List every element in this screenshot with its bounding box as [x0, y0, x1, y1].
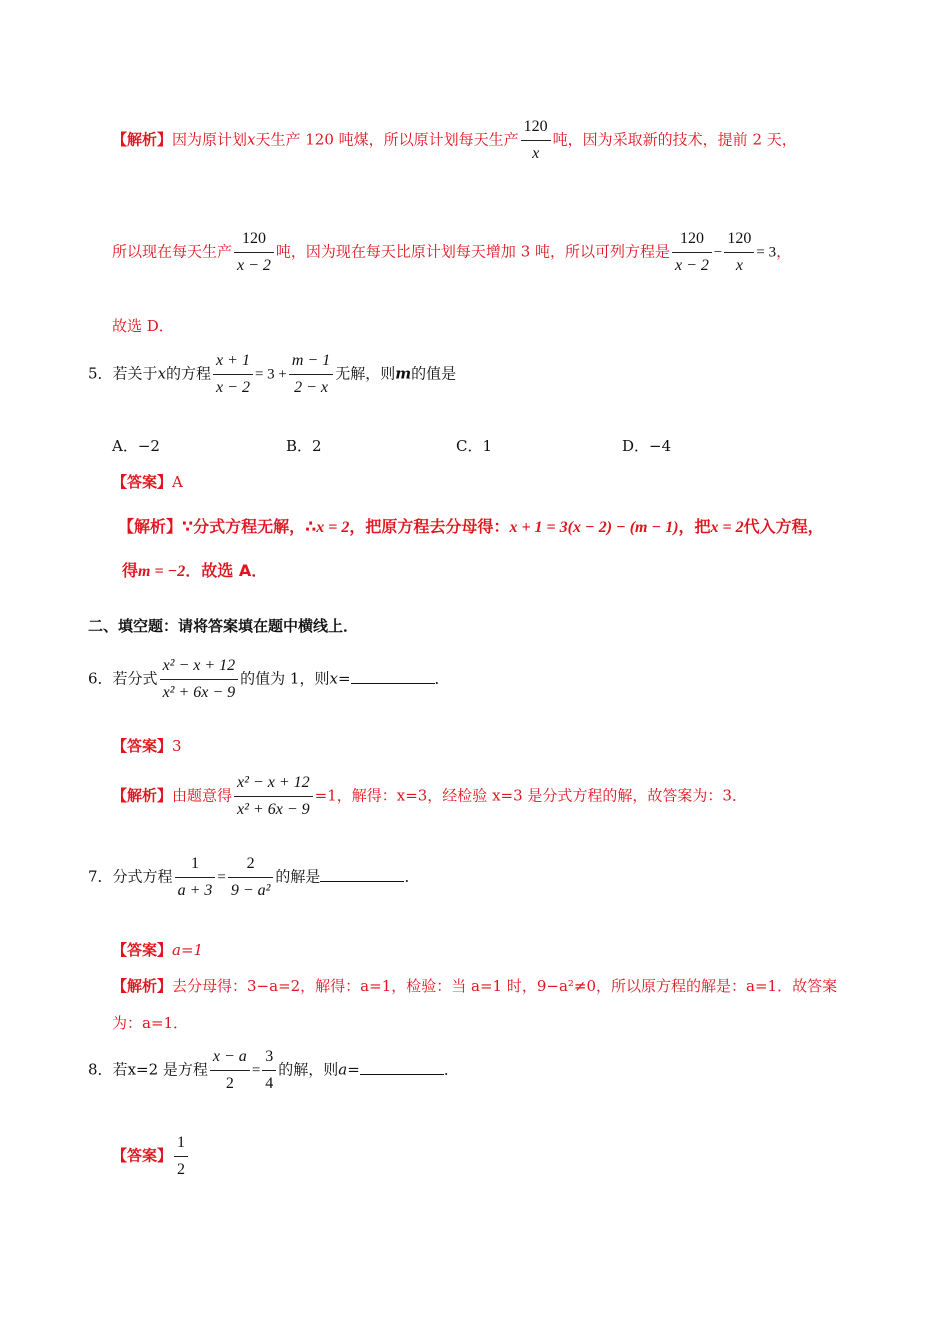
- q5-option-b[interactable]: B．2: [286, 437, 322, 455]
- q5-expl-line2: 得m = −2．故选 A．: [122, 561, 268, 580]
- fraction-q6-expl: $\frac{\text{x² − x + 12}}{\text{x² + 6x − 9}}$: [234, 772, 313, 821]
- fraction-2-over-9-a2: $\frac{2}{\text{9 − a²}}$: [228, 853, 274, 902]
- p4-expl-line3: 故选 D．: [112, 317, 174, 335]
- fraction-1-over-a+3: $\frac{1}{a + 3}$: [175, 853, 216, 902]
- fraction-x+1-over-x-2: $\frac{x + 1}{x - 2}$: [213, 350, 253, 399]
- equation-lhs-fraction: $\frac{120}{x - 2}$: [672, 228, 712, 277]
- question-8: 8．若x=2 是方程 $\frac{x - a}{2}$ = $\frac{3}{4}$ 的解，则a= ．: [88, 1046, 459, 1095]
- question-6: 6．若分式 $\frac{\text{x² − x + 12}}{\text{x² + 6x − 9}}$ 的值为 1，则x= ．: [88, 655, 450, 704]
- q5-option-c[interactable]: C．1: [456, 437, 493, 455]
- question-7: 7．分式方程 $\frac{1}{a + 3}$ = $\frac{2}{\text{9 − a²}}$ 的解是 ．: [88, 853, 419, 902]
- fraction-x-a-over-2: $\frac{x - a}{2}$: [210, 1046, 250, 1095]
- fraction-q6: $\frac{\text{x² − x + 12}}{\text{x² + 6x − 9}}$: [160, 655, 239, 704]
- fraction-120-over-x: $\frac{120}{x}$: [521, 116, 551, 165]
- fraction-1-over-2: $\frac{1}{2}$: [174, 1132, 188, 1181]
- p4-expl-line2: 所以现在每天生产 $\frac{120}{x - 2}$ 吨，因为现在每天比原计划每天增加 3 吨，所以可列方程是 $\frac{120}{x - 2}$ − $\frac{120}{x}$ = 3，: [112, 228, 791, 277]
- p4-expl-line1: 【解析】因为原计划x天生产 120 吨煤，所以原计划每天生产 $\frac{120}{x}$ 吨，因为采取新的技术，提前 2 天，: [112, 116, 797, 165]
- fraction-m-1-over-2-x: $\frac{m - 1}{2 - x}$: [289, 350, 333, 399]
- fraction-120-over-x-2: $\frac{120}{x - 2}$: [234, 228, 274, 277]
- section-2-title: 二、填空题：请将答案填在题中横线上．: [88, 617, 359, 635]
- answer-blank[interactable]: [351, 669, 435, 684]
- q5-expl-line1: 【解析】∵分式方程无解，∴x = 2，把原方程去分母得：x + 1 = 3(x − 2) − (m − 1)，把x = 2代入方程，: [118, 517, 824, 536]
- q7-answer: 【答案】a=1: [112, 941, 204, 959]
- q7-expl-line2: 为：a=1．: [112, 1014, 189, 1032]
- answer-blank[interactable]: [360, 1060, 444, 1075]
- q6-answer: 【答案】3: [112, 737, 182, 755]
- expl-tag: 【解析】: [112, 130, 173, 149]
- question-5: 5．若关于x的方程 $\frac{x + 1}{x - 2}$ = 3 + $\frac{m - 1}{2 - x}$ 无解，则m的值是: [88, 350, 456, 399]
- fraction-3-over-4: $\frac{3}{4}$: [262, 1046, 276, 1095]
- q5-answer: 【答案】A: [112, 473, 183, 491]
- q6-expl: 【解析】由题意得 $\frac{\text{x² − x + 12}}{\text{x² + 6x − 9}}$ =1，解得：x=3，经检验 x=3 是分式方程的解，故答案为：3．: [112, 772, 747, 821]
- q5-option-d[interactable]: D．−4: [622, 437, 672, 455]
- q5-option-a[interactable]: A．−2: [112, 437, 160, 455]
- answer-blank[interactable]: [320, 867, 404, 882]
- equation-rhs-fraction: $\frac{120}{x}$: [724, 228, 754, 277]
- q7-expl-line1: 【解析】去分母得：3−a=2，解得：a=1，检验：当 a=1 时，9−a²≠0，所以原方程的解是：a=1．故答案: [112, 977, 838, 995]
- q8-answer: 【答案】 $\frac{1}{2}$: [112, 1132, 190, 1181]
